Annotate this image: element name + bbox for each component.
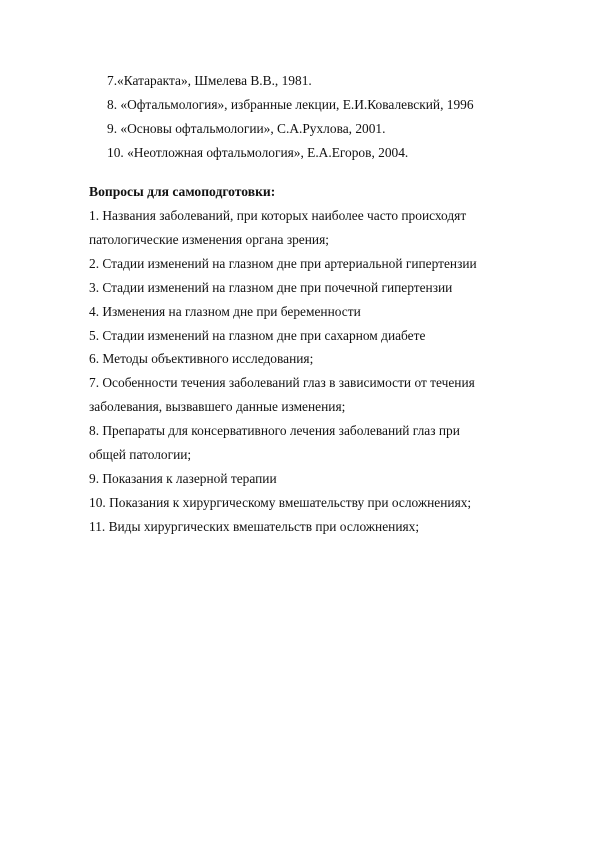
question-line: 8. Препараты для консервативного лечения заболеваний глаз при [89,423,460,439]
question-line: 10. Показания к хирургическому вмешательству при осложнениях; [89,494,472,510]
reference-item: 7.«Катаракта», Шмелева В.В., 1981. [107,73,312,88]
question-line: 4. Изменения на глазном дне при беременности [89,303,361,319]
question-line: 1. Названия заболеваний, при которых наиболее часто происходят [89,208,467,223]
question-line: заболевания, вызвавшего данные изменения; [89,399,346,415]
reference-item: 8. «Офтальмология», избранные лекции, Е.И.Ковалевский, 1996 [107,97,474,112]
questions-heading: Вопросы для самоподготовки: [89,184,276,199]
question-item [89,300,529,324]
question-line: патологические изменения органа зрения; [89,231,329,247]
question-item [89,347,529,371]
question-item [89,324,529,348]
question-item [89,276,529,300]
questions-list [89,204,529,539]
question-item [89,371,529,419]
question-line: общей патологии; [89,447,192,463]
question-line: 5. Стадии изменений на глазном дне при сахарном диабете [89,327,426,343]
question-line: 11. Виды хирургических вмешательств при осложнениях; [89,518,420,534]
question-line: 2. Стадии изменений на глазном дне при артериальной гипертензии [89,255,477,271]
question-line: 6. Методы объективного исследования; [89,351,314,367]
references-list [107,69,474,165]
reference-item: 9. «Основы офтальмологии», С.А.Рухлова, 2001. [107,121,386,136]
reference-item: 10. «Неотложная офтальмология», Е.А.Егоров, 2004. [107,145,409,160]
question-item [89,491,529,515]
question-item [89,515,529,539]
question-line: 3. Стадии изменений на глазном дне при почечной гипертензии [89,279,453,295]
question-line: 9. Показания к лазерной терапии [89,470,277,486]
question-item [89,419,529,467]
question-line: 7. Особенности течения заболеваний глаз в зависимости от течения [89,375,475,391]
question-item [89,252,529,276]
question-item [89,467,529,491]
question-item [89,204,529,252]
